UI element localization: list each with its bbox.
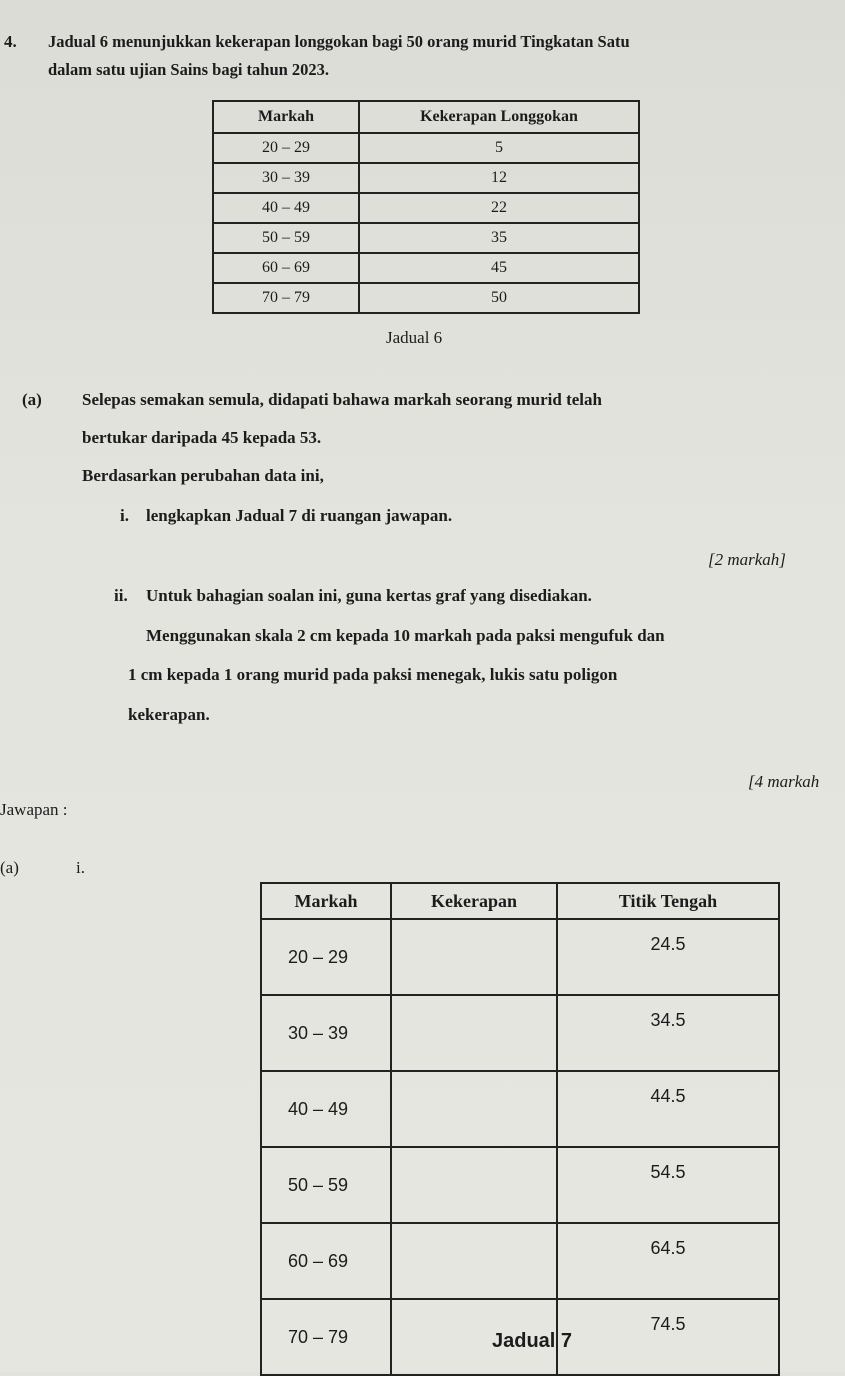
question-intro-line2: dalam satu ujian Sains bagi tahun 2023. (48, 60, 330, 79)
header-markah: Markah (261, 883, 391, 919)
cell-markah: 30 – 39 (213, 163, 359, 193)
answer-sub-label: i. (76, 858, 85, 877)
cell-midpoint: 44.5 (557, 1071, 779, 1147)
cell-cumulative-frequency: 22 (359, 193, 639, 223)
cell-markah: 20 – 29 (213, 133, 359, 163)
sub-ii-line2: Menggunakan skala 2 cm kepada 10 markah pada paksi mengufuk dan (146, 626, 665, 645)
cell-cumulative-frequency: 50 (359, 283, 639, 313)
cell-markah: 20 – 29 (261, 919, 391, 995)
cell-midpoint: 64.5 (557, 1223, 779, 1299)
cell-markah: 70 – 79 (261, 1299, 391, 1375)
cell-midpoint: 74.5 (557, 1299, 779, 1375)
table-row (213, 223, 639, 253)
question-intro-line1: Jadual 6 menunjukkan kekerapan longgokan bagi 50 orang murid Tingkatan Satu (48, 32, 630, 51)
part-a-line3: Berdasarkan perubahan data ini, (82, 466, 324, 485)
part-a-line1: Selepas semakan semula, didapati bahawa markah seorang murid telah (82, 390, 602, 409)
table-row (213, 163, 639, 193)
cell-markah: 50 – 59 (261, 1147, 391, 1223)
sub-ii-line1: Untuk bahagian soalan ini, guna kertas graf yang disediakan. (146, 586, 592, 605)
cell-midpoint: 34.5 (557, 995, 779, 1071)
cell-midpoint: 54.5 (557, 1147, 779, 1223)
cell-markah: 40 – 49 (213, 193, 359, 223)
question-number: 4. (4, 32, 17, 51)
table-row (213, 283, 639, 313)
table-row (261, 995, 779, 1071)
table-row (261, 1147, 779, 1223)
cell-cumulative-frequency: 45 (359, 253, 639, 283)
sub-i-label: i. (120, 506, 129, 525)
cell-cumulative-frequency: 35 (359, 223, 639, 253)
sub-ii-label: ii. (114, 586, 128, 605)
cell-frequency-blank[interactable] (391, 1223, 557, 1299)
table-row (213, 253, 639, 283)
table6-caption: Jadual 6 (386, 328, 443, 347)
cell-cumulative-frequency: 12 (359, 163, 639, 193)
sub-ii-line4: kekerapan. (128, 705, 210, 724)
cumulative-frequency-table (212, 100, 640, 314)
answer-frequency-table (260, 882, 780, 1376)
header-titik-tengah: Titik Tengah (557, 883, 779, 919)
sub-i-marks: [2 markah] (708, 550, 786, 569)
cell-frequency-blank[interactable] (391, 995, 557, 1071)
cell-frequency-blank[interactable] (391, 1147, 557, 1223)
cell-markah: 70 – 79 (213, 283, 359, 313)
header-kekerapan: Kekerapan (391, 883, 557, 919)
cell-markah: 60 – 69 (213, 253, 359, 283)
cell-cumulative-frequency: 5 (359, 133, 639, 163)
table-row (261, 919, 779, 995)
cell-frequency-blank[interactable] (391, 1071, 557, 1147)
table7-caption: Jadual 7 (492, 1330, 573, 1352)
table-row (213, 133, 639, 163)
sub-ii-line3: 1 cm kepada 1 orang murid pada paksi menegak, lukis satu poligon (128, 665, 618, 684)
sub-i-text: lengkapkan Jadual 7 di ruangan jawapan. (146, 506, 453, 525)
part-a-line2: bertukar daripada 45 kepada 53. (82, 428, 322, 447)
cell-midpoint: 24.5 (557, 919, 779, 995)
answer-heading: Jawapan : (0, 800, 68, 819)
cell-frequency-blank[interactable] (391, 919, 557, 995)
table-header-row (213, 101, 639, 133)
table-row (213, 193, 639, 223)
part-a-label: (a) (22, 390, 42, 409)
table-row (261, 1071, 779, 1147)
answer-part-label: (a) (0, 858, 19, 877)
cell-markah: 50 – 59 (213, 223, 359, 253)
header-markah: Markah (213, 101, 359, 133)
cell-markah: 60 – 69 (261, 1223, 391, 1299)
header-kekerapan-longgokan: Kekerapan Longgokan (359, 101, 639, 133)
cell-markah: 30 – 39 (261, 995, 391, 1071)
table-header-row (261, 883, 779, 919)
sub-ii-marks: [4 markah (748, 772, 820, 791)
table-row (261, 1223, 779, 1299)
cell-markah: 40 – 49 (261, 1071, 391, 1147)
